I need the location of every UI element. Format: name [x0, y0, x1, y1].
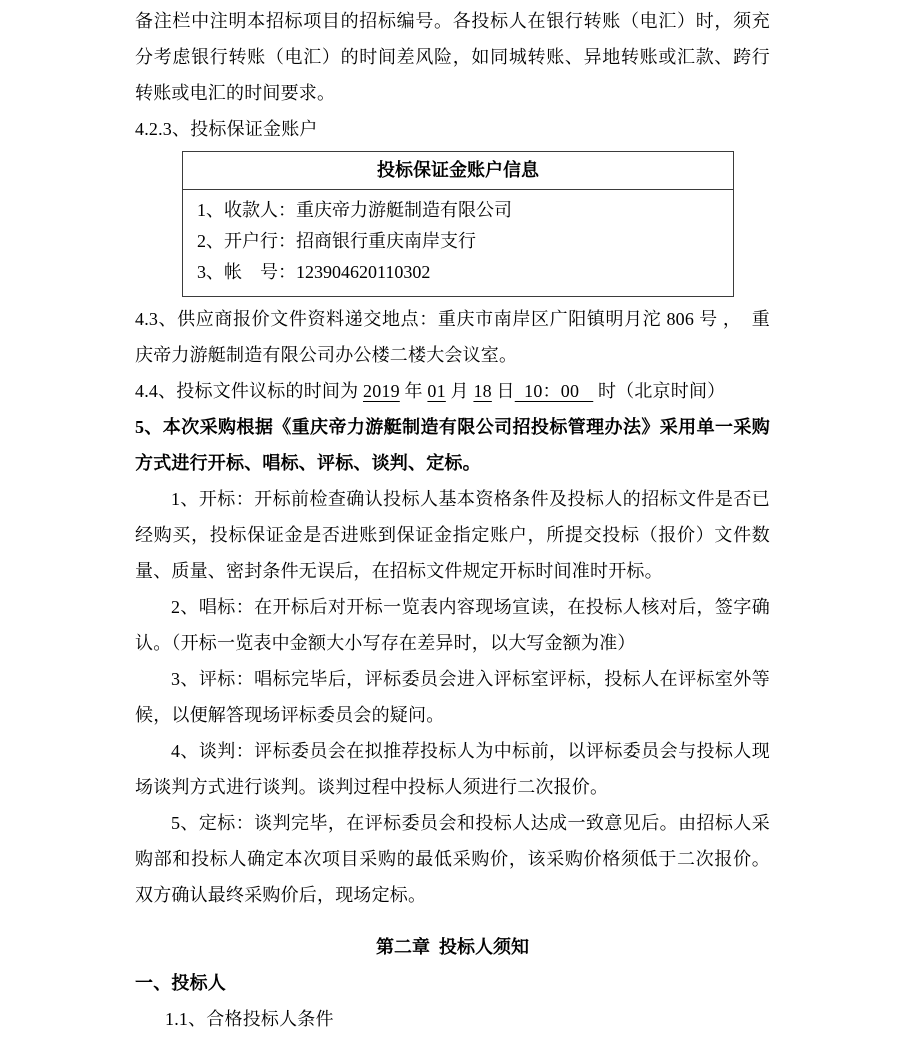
bid-year-value: 2019	[363, 381, 400, 401]
deposit-table-title: 投标保证金账户信息	[183, 152, 733, 190]
bid-month-value: 01	[427, 381, 446, 401]
clause-4-4-bid-time	[135, 373, 770, 409]
clause-5-procurement-method: 5、本次采购根据《重庆帝力游艇制造有限公司招投标管理办法》采用单一采购方式进行开标、唱标、评标、谈判、定标。	[135, 417, 770, 473]
bid-hour-value: 10：00	[514, 381, 594, 401]
month-label: 月	[445, 381, 474, 401]
clause-4-3-delivery-address: 4.3、供应商报价文件资料递交地点：重庆市南岸区广阳镇明月沱 806 号 ， 重庆帝力游艇制造有限公司办公楼二楼大会议室。	[135, 309, 770, 365]
day-label: 日	[491, 381, 515, 401]
clause-1-1-qualified-bidder-heading: 1.1、合格投标人条件	[165, 1009, 334, 1029]
clause-4-4-suffix: 时（北京时间）	[593, 381, 726, 401]
section-1-bidder-heading: 一、投标人	[135, 973, 226, 993]
deposit-account-table	[182, 151, 734, 297]
paragraph-transfer-risk-note: 备注栏中注明本招标项目的招标编号。各投标人在银行转账（电汇）时，须充分考虑银行转账（电汇）的时间差风险，如同城转账、异地转账或汇款、跨行转账或电汇的时间要求。	[135, 11, 770, 103]
table-row-bank: 2、开户行：招商银行重庆南岸支行	[197, 231, 476, 251]
bid-day-value: 18	[473, 381, 492, 401]
table-row-payee: 1、收款人：重庆帝力游艇制造有限公司	[197, 200, 512, 220]
chapter-2-heading: 第二章 投标人须知	[376, 937, 529, 957]
deposit-table-body	[183, 190, 733, 296]
step-negotiation: 4、谈判：评标委员会在拟推荐投标人为中标前，以评标委员会与投标人现场谈判方式进行谈判。谈判过程中投标人须进行二次报价。	[135, 741, 770, 797]
clause-4-2-3-heading: 4.2.3、投标保证金账户	[135, 119, 318, 139]
table-row-account-number: 3、帐 号：123904620110302	[197, 262, 431, 282]
step-award-decision: 5、定标：谈判完毕，在评标委员会和投标人达成一致意见后。由招标人采购部和投标人确定本次项目采购的最低采购价，该采购价格须低于二次报价。双方确认最终采购价后，现场定标。	[135, 813, 770, 905]
clause-4-4-prefix: 4.4、投标文件议标的时间为	[135, 381, 363, 401]
step-bid-opening: 1、开标：开标前检查确认投标人基本资格条件及投标人的招标文件是否已经购买，投标保证金是否进账到保证金指定账户，所提交投标（报价）文件数量、质量、密封条件无误后，在招标文件规定开标时间准时开标。	[135, 489, 770, 581]
year-label: 年	[399, 381, 428, 401]
step-bid-evaluation: 3、评标：唱标完毕后，评标委员会进入评标室评标，投标人在评标室外等候，以便解答现场评标委员会的疑问。	[135, 669, 770, 725]
step-bid-announcement: 2、唱标：在开标后对开标一览表内容现场宣读，在投标人核对后，签字确认。（开标一览表中金额大小写存在差异时，以大写金额为准）	[135, 597, 770, 653]
